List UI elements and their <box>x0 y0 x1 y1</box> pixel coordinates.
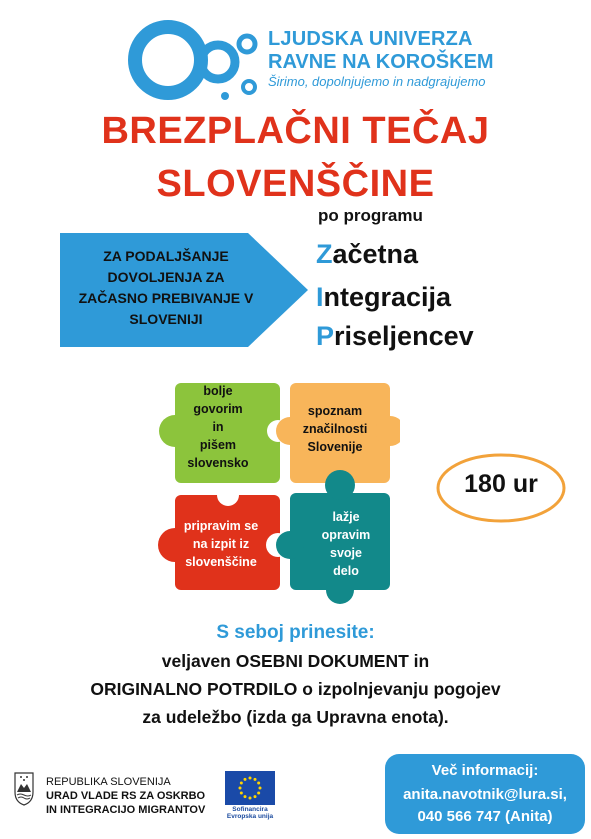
puzzle-line: delo <box>333 564 359 578</box>
program-word-rest: ntegracija <box>323 282 452 312</box>
program-initial: Z <box>316 239 333 269</box>
puzzle-line: lažje <box>332 510 360 524</box>
hours-label: 180 ur <box>464 470 538 498</box>
eu-flag-icon <box>225 771 275 805</box>
gov-line-2: URAD VLADE RS ZA OSKRBO <box>46 790 206 802</box>
puzzle-text-green <box>180 382 256 472</box>
arrow-line: DOVOLJENJA ZA <box>107 269 225 285</box>
logo-line-1: LJUDSKA UNIVERZA <box>268 28 473 50</box>
puzzle-line: svoje <box>330 546 362 560</box>
logo-bubbles-icon <box>126 14 266 106</box>
puzzle-line: slovensko <box>187 456 249 470</box>
eu-star <box>249 797 252 800</box>
eu-star <box>254 778 257 781</box>
arrow-line: ZAČASNO PREBIVANJE V <box>78 290 254 306</box>
eu-star <box>249 777 252 780</box>
program-intro: po programu <box>318 206 423 225</box>
eu-star <box>244 778 247 781</box>
puzzle-line: na izpit iz <box>192 537 250 551</box>
slovenia-crest-icon <box>14 772 34 806</box>
program-word-rest: riseljencev <box>334 321 474 351</box>
program-word-integracija <box>316 281 451 313</box>
eu-caption-line: Sofinancira <box>232 806 268 813</box>
title-line-2: SLOVENŠČINE <box>156 163 435 205</box>
program-word-rest: ačetna <box>332 239 419 269</box>
puzzle-line: Slovenije <box>307 440 363 454</box>
eu-star <box>257 782 260 785</box>
eu-star <box>257 792 260 795</box>
info-phone[interactable]: 040 566 747 (Anita) <box>417 808 553 825</box>
program-word-zacetna <box>316 238 418 270</box>
puzzle-line: značilnosti <box>302 422 368 436</box>
puzzle-line: opravim <box>321 528 371 542</box>
program-initial: P <box>316 321 335 351</box>
eu-caption-line: Evropska unija <box>226 813 274 820</box>
puzzle-line: bolje <box>203 384 233 398</box>
arrow-text <box>66 246 266 330</box>
title-line-1: BREZPLAČNI TEČAJ <box>101 110 490 152</box>
bring-line: ORIGINALNO POTRDILO o izpolnjevanju pogojev <box>90 679 501 699</box>
program-initial: I <box>316 282 324 312</box>
logo-line-2: RAVNE NA KOROŠKEM <box>268 51 494 73</box>
info-title: Več informacij: <box>431 762 539 779</box>
bring-line: za udeležbo (izda ga Upravna enota). <box>142 707 449 727</box>
puzzle-line: slovenščine <box>185 555 257 569</box>
puzzle-text-teal <box>316 508 376 580</box>
eu-star <box>254 795 257 798</box>
puzzle-line: pišem <box>199 438 237 452</box>
arrow-line: ZA PODALJŠANJE <box>103 248 229 264</box>
puzzle-text-red <box>166 517 276 571</box>
gov-line-3: IN INTEGRACIJO MIGRANTOV <box>46 804 206 816</box>
eu-star <box>240 792 243 795</box>
puzzle-line: in <box>212 420 224 434</box>
puzzle-line: spoznam <box>307 404 363 418</box>
eu-star <box>239 787 242 790</box>
logo-tagline: Širimo, dopolnjujemo in nadgrajujemo <box>268 74 486 89</box>
gov-line-1: REPUBLIKA SLOVENIJA <box>46 776 171 788</box>
puzzle-line: pripravim se <box>183 519 259 533</box>
eu-star <box>259 787 262 790</box>
eu-star <box>240 782 243 785</box>
logo-text <box>268 28 494 89</box>
puzzle-text-orange <box>292 402 378 456</box>
bring-line: veljaven OSEBNI DOKUMENT in <box>161 651 430 671</box>
program-word-priseljencev <box>316 320 474 352</box>
info-email-link[interactable]: anita.navotnik@lura.si, <box>403 786 567 803</box>
eu-star <box>244 795 247 798</box>
arrow-line: SLOVENIJI <box>129 311 203 327</box>
puzzle-line: govorim <box>193 402 243 416</box>
bring-title: S seboj prinesite: <box>216 622 375 643</box>
eu-caption <box>218 806 282 820</box>
